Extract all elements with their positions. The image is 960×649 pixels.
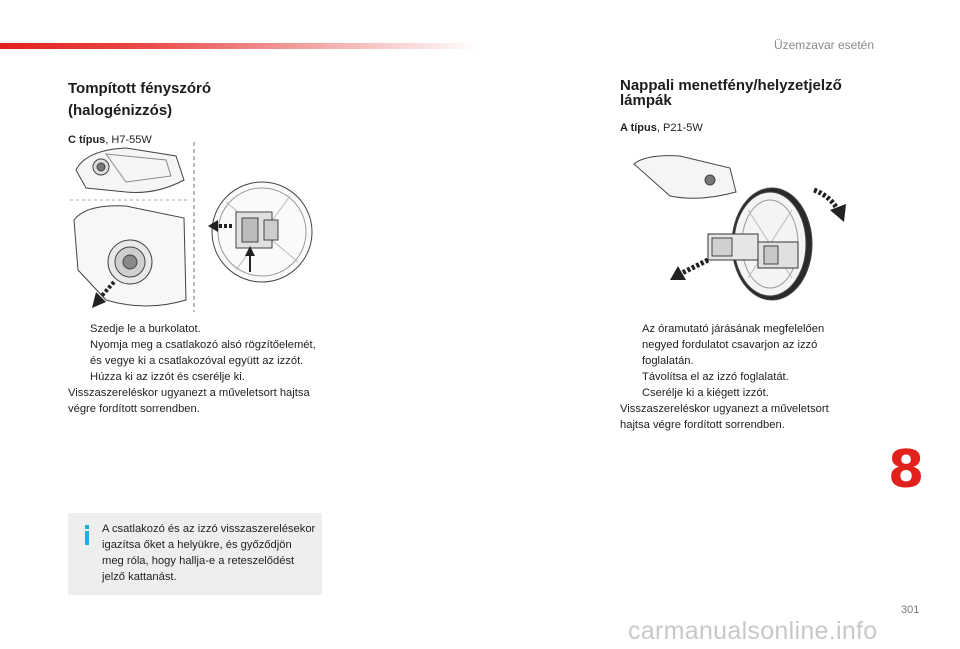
bullet-icon — [620, 321, 642, 369]
left-type-value: , H7-55W — [105, 134, 152, 146]
list-item — [620, 369, 860, 385]
bullet-icon — [68, 369, 90, 385]
bullet-icon — [620, 385, 642, 401]
info-text: A csatlakozó és az izzó visszaszerelésekor igazítsa őket a helyükre, és győződjön meg róla, hogy hallja-e a reteszelődést jelző kattanást. — [102, 523, 316, 583]
bullet-icon — [68, 337, 90, 369]
list-item — [68, 321, 328, 337]
right-type-label: A típus — [620, 122, 657, 134]
right-type-value: , P21-5W — [656, 122, 703, 134]
list-item — [68, 337, 328, 369]
bullet-icon — [620, 369, 642, 385]
watermark: carmanualsonline.info — [628, 617, 878, 645]
bullet-text: Távolítsa el az izzó foglalatát. — [642, 371, 789, 383]
list-item — [620, 385, 860, 401]
right-column — [620, 78, 880, 134]
left-type-label: C típus — [68, 134, 106, 146]
bullet-text: Cserélje ki a kiégett izzót. — [642, 387, 769, 399]
list-item — [620, 321, 860, 369]
headlamp-low-beam-illustration — [66, 140, 326, 316]
header-color-bar — [0, 43, 480, 49]
bullet-text: Húzza ki az izzót és cserélje ki. — [90, 371, 245, 383]
list-item — [68, 369, 328, 385]
left-instructions — [68, 321, 328, 417]
bullet-text: Az óramutató járásának megfelelően negyed fordulatot csavarjon az izzó foglalatán. — [642, 323, 825, 367]
reassembly-note: Visszaszereléskor ugyanezt a műveletsort hajtsa végre fordított sorrendben. — [620, 403, 829, 431]
right-heading: Nappali menetfény/helyzetjelző lámpák — [620, 77, 842, 109]
right-instructions — [620, 321, 860, 433]
daytime-light-illustration — [630, 152, 860, 302]
bullet-text: Nyomja meg a csatlakozó alsó rögzítőelemét, és vegye ki a csatlakozóval együtt az izzót. — [90, 339, 316, 367]
info-box — [68, 513, 322, 595]
left-column — [68, 78, 328, 146]
reassembly-note: Visszaszereléskor ugyanezt a műveletsort hajtsa végre fordított sorrendben. — [68, 387, 310, 415]
page-number: 301 — [901, 604, 920, 616]
left-heading: Tompított fényszóró (halogénizzós) — [68, 80, 212, 119]
chapter-number: 8 — [888, 440, 925, 500]
right-type-line — [620, 122, 880, 134]
bullet-icon — [68, 321, 90, 337]
info-icon — [82, 525, 92, 545]
section-title: Üzemzavar esetén — [773, 38, 874, 52]
bullet-text: Szedje le a burkolatot. — [90, 323, 201, 335]
